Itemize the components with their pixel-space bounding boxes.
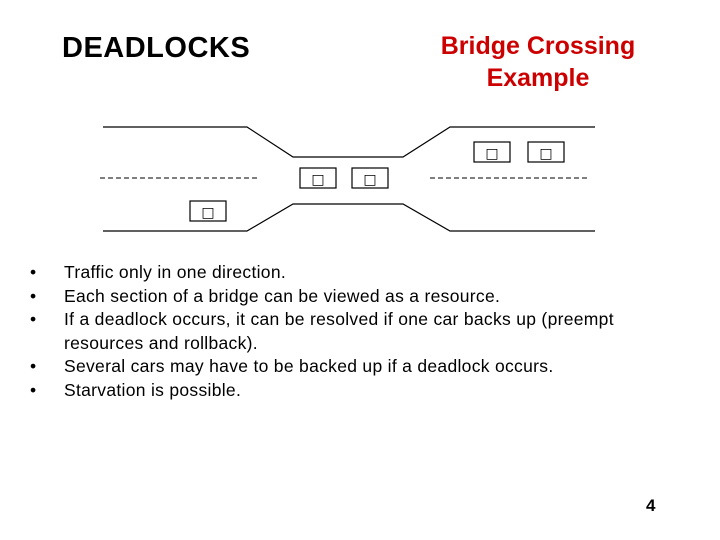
- car-glyph: □: [363, 172, 377, 188]
- bullet-text: Each section of a bridge can be viewed as a resource.: [64, 285, 501, 306]
- slide-title: DEADLOCKS: [62, 32, 251, 64]
- bullet-dot: •: [30, 356, 37, 376]
- bullet-dot: •: [30, 262, 37, 282]
- bullet-item: [30, 285, 690, 309]
- bullet-text: If a deadlock occurs, it can be resolved if one car backs up (preempt resources and rollback).: [64, 309, 614, 353]
- bullet-item: [30, 261, 690, 285]
- road-top-edge: [103, 127, 595, 157]
- bullet-list: [30, 261, 690, 402]
- car-right-1: [474, 142, 510, 162]
- bullet-dot: •: [30, 285, 37, 306]
- bullet-text: Several cars may have to be backed up if a deadlock occurs.: [64, 356, 554, 376]
- car-right-2: [528, 142, 564, 162]
- subtitle-line-2: Example: [486, 64, 590, 92]
- page-number: 4: [646, 496, 656, 515]
- bullet-item: [30, 379, 690, 403]
- bullet-item: [30, 355, 690, 379]
- car-glyph: □: [201, 205, 215, 221]
- car-left-1: [190, 201, 226, 221]
- bullet-text: Traffic only in one direction.: [64, 262, 287, 282]
- bridge-diagram: [0, 0, 720, 250]
- car-bridge-1: [300, 168, 336, 188]
- car-glyph: □: [311, 172, 325, 188]
- road-bottom-edge: [103, 204, 595, 231]
- bullet-dot: •: [30, 379, 37, 400]
- car-glyph: □: [539, 146, 553, 162]
- bullet-text: Starvation is possible.: [64, 379, 242, 400]
- subtitle-line-1: Bridge Crossing: [440, 32, 636, 60]
- car-bridge-2: [352, 168, 388, 188]
- bullet-dot: •: [30, 309, 37, 329]
- bullet-item: [30, 308, 690, 355]
- car-glyph: □: [485, 146, 499, 162]
